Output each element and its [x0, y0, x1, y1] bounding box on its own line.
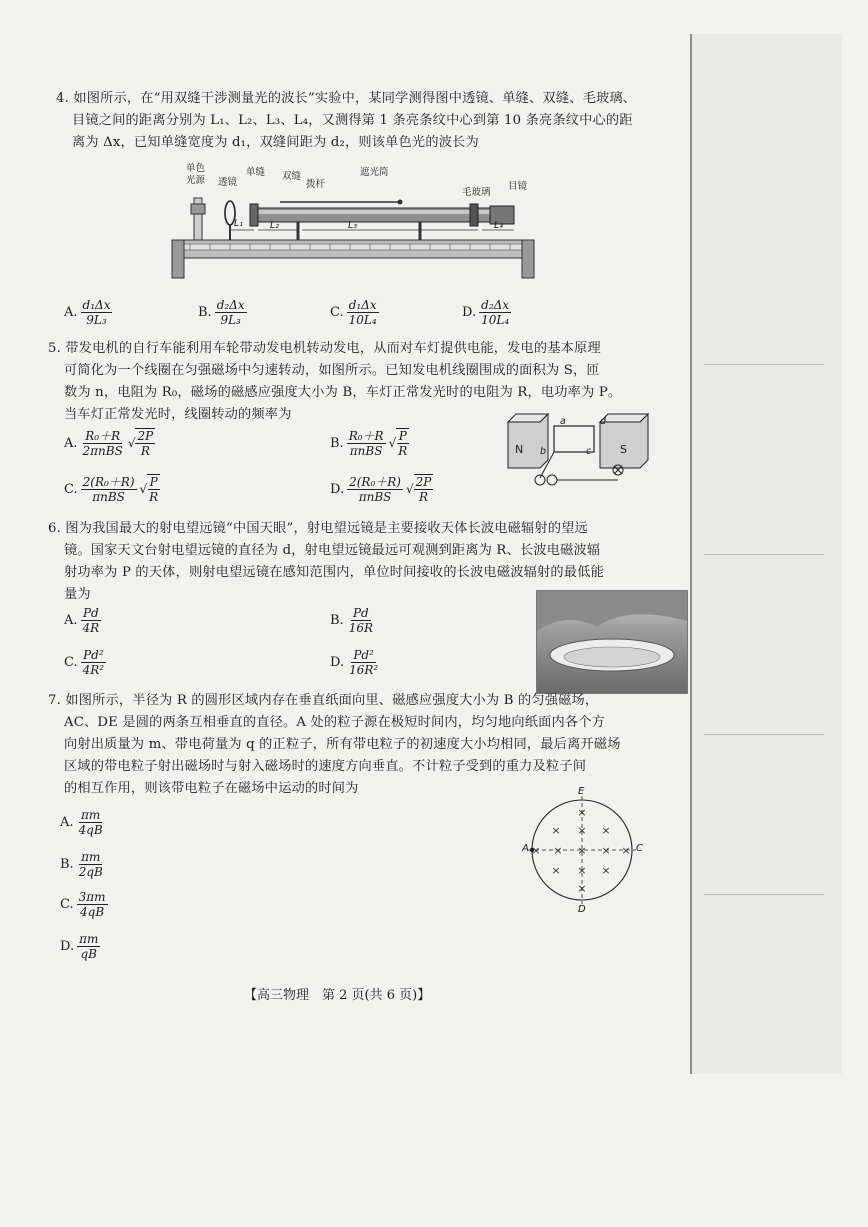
q7-option-c[interactable]: C. $\frac{3\pi m}{4qB}$	[60, 890, 106, 919]
q6-line-4: 量为	[64, 587, 91, 602]
svg-text:×: ×	[577, 882, 587, 895]
svg-text:×: ×	[601, 844, 611, 857]
q5-option-d[interactable]: D. $\frac{\text{2(R₀＋R)}}{\text{πnBS}}$ √ $\frac{2P}{R}$	[330, 474, 432, 504]
q5-line-4: 当车灯正常发光时，线圈转动的频率为	[64, 407, 292, 422]
label-source-l2: 光源	[186, 175, 206, 186]
q4-line-1: 4. 如图所示，在“用双缝干涉测量光的波长”实验中，某同学测得图中透镜、单缝、双缝、毛玻璃、	[56, 91, 637, 106]
q7-line-2: AC、DE 是圆的两条互相垂直的直径。A 处的粒子源在极短时间内，均匀地向纸面内各个方	[64, 715, 606, 730]
q6-option-b[interactable]: B. $\frac{Pd}{16R}$	[330, 606, 373, 635]
label-tube: 遮光筒	[360, 167, 389, 178]
q4-option-a[interactable]: A. $\frac{\text{d₁Δx}}{\text{9L₃}}$	[64, 298, 111, 327]
q7-line-1: 7. 如图所示，半径为 R 的圆形区域内存在垂直纸面向里、磁感应强度大小为 B 的匀强磁场，	[48, 693, 599, 708]
q4-option-c[interactable]: C. $\frac{\text{d₁Δx}}{\text{10L₄}}$	[330, 298, 377, 327]
svg-text:×: ×	[577, 864, 587, 877]
binding-margin-strip	[690, 34, 842, 1074]
label-N: N	[515, 443, 524, 456]
label-lens: 透镜	[218, 177, 238, 188]
q6-option-c[interactable]: C. $\frac{\text{Pd²}}{\text{4R²}}$	[64, 648, 105, 677]
q7-line-3: 向射出质量为 m、带电荷量为 q 的正粒子，所有带电粒子的初速度大小均相同，最后离开磁场	[64, 737, 621, 752]
svg-text:×: ×	[551, 824, 561, 837]
label-b: b	[540, 446, 547, 457]
label-d: d	[600, 416, 607, 427]
label-L1: L₁	[234, 218, 244, 229]
q6-option-d[interactable]: D. $\frac{\text{Pd²}}{\text{16R²}}$	[330, 648, 379, 677]
q4-option-b[interactable]: B. $\frac{\text{d₂Δx}}{\text{9L₃}}$	[198, 298, 245, 327]
q5-option-a[interactable]: A. $\frac{\text{R₀＋R}}{\text{2πnBS}}$ √ $\frac{2P}{R}$	[64, 428, 154, 458]
svg-text:×: ×	[621, 844, 631, 857]
q6-line-1: 6. 图为我国最大的射电望远镜“中国天眼”，射电望远镜是主要接收天体长波电磁辐射的望远	[48, 521, 588, 536]
svg-text:×: ×	[577, 824, 587, 837]
q5-option-c[interactable]: C. $\frac{\text{2(R₀＋R)}}{\text{πnBS}}$ √ $\frac{P}{R}$	[64, 474, 159, 504]
label-D: D	[578, 904, 586, 915]
label-L4: L₄	[494, 220, 504, 231]
label-source-l1: 单色	[186, 163, 206, 174]
q6-line-2: 镜。国家天文台射电望远镜的直径为 d，射电望远镜最远可观测到距离为 R、长波电磁波辐	[64, 543, 601, 558]
svg-text:×: ×	[601, 824, 611, 837]
label-A: A	[522, 843, 529, 854]
q4-line-3: 离为 Δx，已知单缝宽度为 d₁，双缝间距为 d₂，则该单色光的波长为	[72, 135, 479, 150]
label-L2: L₂	[270, 220, 280, 231]
circular-field-figure	[516, 790, 652, 916]
label-eyepiece: 目镜	[508, 181, 528, 192]
q5-line-1: 5. 带发电机的自行车能利用车轮带动发电机转动发电，从而对车灯提供电能，发电的基本原理	[48, 341, 601, 356]
svg-text:×: ×	[601, 864, 611, 877]
q4-option-d[interactable]: D. $\frac{\text{d₂Δx}}{\text{10L₄}}$	[462, 298, 510, 327]
label-lever: 拨杆	[306, 179, 326, 190]
q6-option-a[interactable]: A. $\frac{Pd}{4R}$	[64, 606, 100, 635]
q7-option-d[interactable]: D. $\frac{\pi m}{qB}$	[60, 932, 99, 961]
svg-text:×: ×	[531, 844, 541, 857]
fast-telescope-photo	[536, 590, 688, 694]
question-4	[56, 88, 636, 154]
q4-line-2: 目镜之间的距离分别为 L₁、L₂、L₃、L₄，又测得第 1 条亮条纹中心到第 10 条亮条纹中心的距	[72, 113, 633, 128]
q7-line-4: 区域的带电粒子射出磁场时与射入磁场时的速度方向垂直。不计粒子受到的重力及粒子间	[64, 759, 587, 774]
q6-line-3: 射功率为 P 的天体，则射电望远镜在感知范围内，单位时间接收的长波电磁波辐射的最低能	[64, 565, 604, 580]
label-double-slit: 双缝	[282, 171, 302, 182]
label-ground-glass: 毛玻璃	[462, 187, 491, 198]
page-footer: 【高三物理 第 2 页(共 6 页)】	[244, 988, 431, 1003]
label-single-slit: 单缝	[246, 167, 266, 178]
label-S: S	[620, 443, 627, 456]
svg-text:×: ×	[577, 806, 587, 819]
q7-option-a[interactable]: A. $\frac{\pi m}{4qB}$	[60, 808, 103, 837]
q7-option-b[interactable]: B. $\frac{\pi m}{2qB}$	[60, 850, 103, 879]
q5-line-3: 数为 n，电阻为 R₀，磁场的磁感应强度大小为 B，车灯正常发光时的电阻为 R，电功率为 P。	[64, 385, 622, 400]
q7-line-5: 的相互作用，则该带电粒子在磁场中运动的时间为	[64, 781, 359, 796]
label-L3: L₃	[348, 220, 358, 231]
question-7	[48, 690, 621, 800]
label-C: C	[636, 843, 643, 854]
label-a: a	[560, 416, 566, 427]
q5-line-2: 可简化为一个线圈在匀强磁场中匀速转动，如图所示。已知发电机线圈围成的面积为 S，匝	[64, 363, 600, 378]
label-c: c	[586, 446, 592, 457]
svg-text:×: ×	[553, 844, 563, 857]
question-6	[48, 518, 604, 606]
svg-text:×: ×	[577, 844, 587, 857]
svg-text:×: ×	[551, 864, 561, 877]
label-E: E	[578, 786, 585, 797]
q5-option-b[interactable]: B. $\frac{\text{R₀＋R}}{\text{πnBS}}$ √ $\frac{P}{R}$	[330, 428, 408, 458]
